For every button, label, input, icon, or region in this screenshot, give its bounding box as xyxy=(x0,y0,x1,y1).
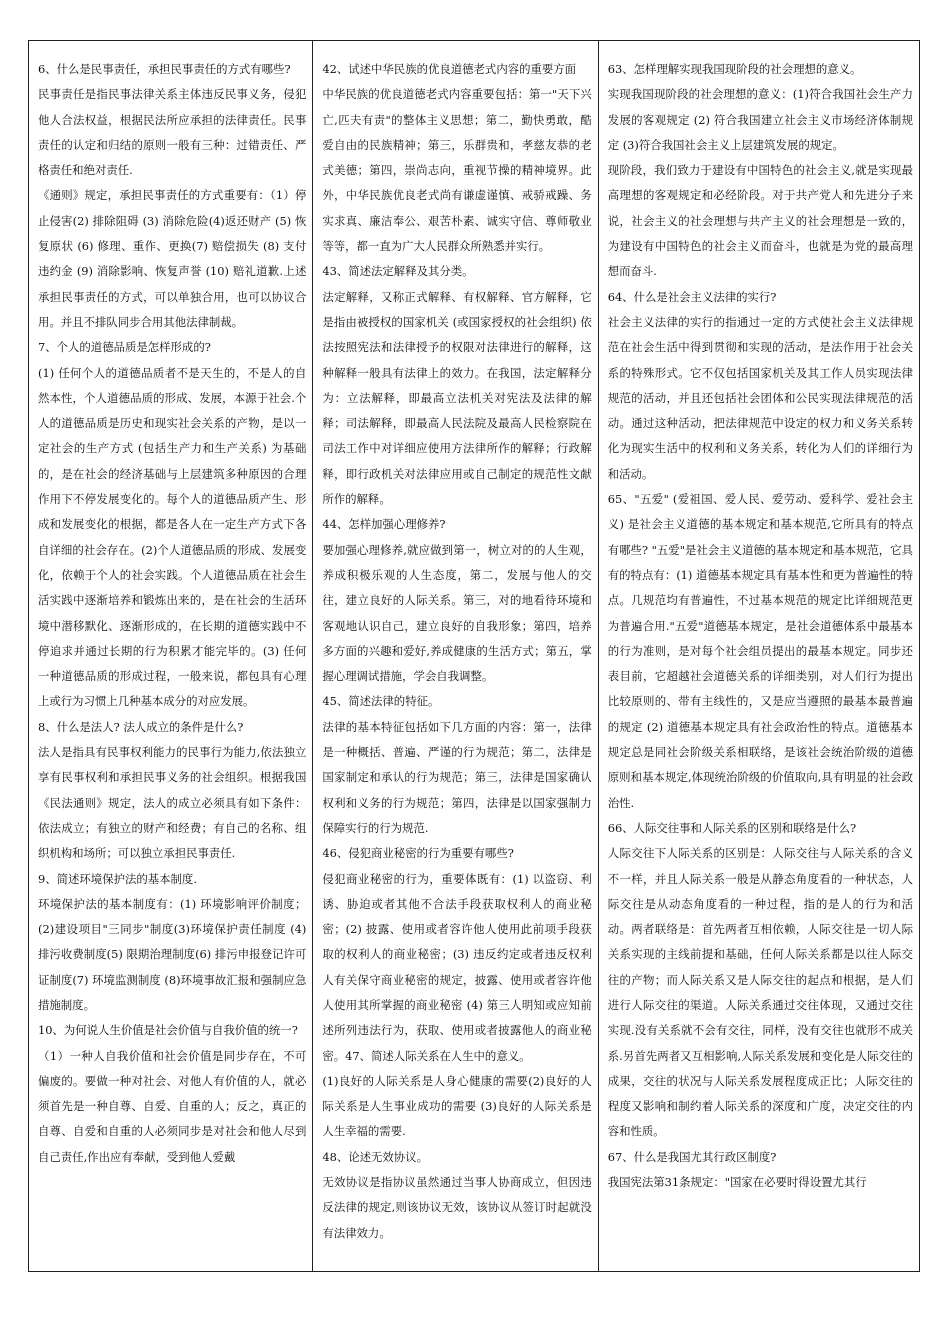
answer-paragraph: 我国宪法第31条规定："国家在必要时得设置尤其行 xyxy=(607,1175,867,1190)
question-42-title: 42、试述中华民族的优良道德老式内容的重要方面 xyxy=(322,62,577,76)
column-left xyxy=(29,41,312,1271)
question-46-title: 46、侵犯商业秘密的行为重要有哪些? xyxy=(322,846,514,861)
answer-paragraph: 法律的基本特征包括如下几方面的内容：第一，法律是一种概括、普遍、严谨的行为规范；第二，法律是国家制定和承认的行为规范；第三，法律是国家确认权利和义务的行为规范；第四，法律是以国家强制力保障实行的行为规范. xyxy=(322,719,592,835)
question-63-title: 63、怎样理解实现我国现阶段的社会理想的意义。 xyxy=(607,62,862,76)
answer-paragraph: 现阶段，我们致力于建设有中国特色的社会主义,就是实现最高理想的客观规定和必经阶段。对于共产党人和先进分子来说，社会主义的社会理想与共产主义的社会理想是一致的，为建设有中国特色的社会主义而奋斗，也就是为党的最高理想而奋斗. xyxy=(607,163,913,279)
answer-paragraph: 侵犯商业秘密的行为，重要体既有：(1) 以盗窃、利诱、胁迫或者其他不合法手段获取权利人的商业秘密；(2) 披露、使用或者容许他人使用此前项手段获取的权利人的商业秘密；(3) 违反约定或者违反权利人有关保守商业秘密的规定，披露、使用或者容许他人使用其所掌握的商业秘密 (4) 第三人明知或应知前述所列违法行为，获取、使用或者披露他人的商业秘密。47、简述人际关系在人生中的意义。 xyxy=(322,871,592,1063)
answer-paragraph: 《通则》规定，承担民事责任的方式重要有：（1）停止侵害(2) 排除阻碍 (3) 消除危险(4)返还财产 (5) 恢复原状 (6) 修理、重作、更换(7) 赔偿损失 (8) 支付违约金 (9) 消除影响、恢复声誉 (10) 赔礼道歉.上述承担民事责任的方式，可以单独合用，也可以协议合用。并且不排队同步合用其他法律制裁。 xyxy=(38,188,307,329)
answer-paragraph: 民事责任是指民事法律关系主体违反民事义务，侵犯他人合法权益，根据民法所应承担的法律责任。民事责任的认定和归结的原则一般有三种：过错责任、严格责任和绝对责任. xyxy=(38,87,307,178)
question-44-title: 44、怎样加强心理修养? xyxy=(322,517,446,532)
column-middle xyxy=(312,41,597,1271)
answer-paragraph: 实现我国现阶段的社会理想的意义：(1)符合我国社会生产力发展的客观规定 (2) 符合我国建立社会主义市场经济体制规定 (3)符合我国社会主义上层建筑发展的规定。 xyxy=(607,87,913,152)
answer-paragraph: 人际交往下人际关系的区别是：人际交往与人际关系的含义不一样，并且人际关系一般是从静态角度看的一种状态，人际交往是从动态角度看的一种过程，指的是人的行为和活动。两者联络是：首先两者互相依赖，人际交往是一切人际关系实现的主线前提和基础，任何人际关系都是以往人际交往的产物；而人际关系又是人际交往的起点和根据，是人们进行人际交往的渠道。人际关系通过交往体现，又通过交往实现.没有关系就不会有交往，同样，没有交往也就形不成关系.另首先两者又互相影响,人际关系发展和变化是人际交往的成果，交往的状况与人际关系发展程度成正比；人际交往的程度又影响和制约着人际关系的深度和广度，决定交往的内容和性质。 xyxy=(607,846,913,1139)
answer-paragraph: 社会主义法律的实行的指通过一定的方式使社会主义法律规范在社会生活中得到贯彻和实现的活动，是法作用于社会关系的特殊形式。它不仅包括国家机关及其工作人员实现法律规范的活动，并且还包括社会团体和公民实现法律规范的活动。通过这种活动，把法律规范中设定的权力和义务关系转化为现实生活中的权利和义务关系，转化为人们的详细行为和活动。 xyxy=(607,314,913,481)
question-45-title: 45、简述法律的特征。 xyxy=(322,694,440,709)
question-64-title: 64、什么是社会主义法律的实行? xyxy=(607,289,777,304)
answer-paragraph: 法人是指具有民事权利能力的民事行为能力,依法独立享有民事权利和承担民事义务的社会组织。根据我国《民法通则》规定，法人的成立必须具有如下条件：依法成立；有独立的财产和经费；有自己的名称、组织机构和场所；可以独立承担民事责任. xyxy=(38,745,307,861)
question-10-title: 10、为何说人生价值是社会价值与自我价值的统一? xyxy=(38,1023,298,1038)
column-right xyxy=(598,41,919,1271)
answer-paragraph: (1) 任何个人的道德品质者不是天生的，不是人的自然本性，个人道德品质的形成、发展，本源于社会.个人的道德品质是历史和现实社会关系的产物，是以一定社会的生产方式 (包括生产力和生产关系) 为基础的，是在社会的经济基础与上层建筑多种原因的合理作用下不停发展变化的。每个人的道德品质产生、形成和发展变化的根据，都是各人在一定生产方式下各自详细的社会存在。(2)个人道德品质的形成、发展变化，依赖于个人的社会实践。个人道德品质在社会生活实践中逐渐培养和锻炼出来的，是在社会的生活环境中潜移默化、逐渐形成的，在长期的道德实践中不停追求并通过长期的行为积累才能完毕的。(3) 任何一种道德品质的形成过程，一般来说，都包具有心理上或行为习惯上几种基本成分的对应发展。 xyxy=(38,365,307,709)
answer-paragraph: 要加强心理修养,就应做到第一，树立对的的人生观，养成积极乐观的人生态度，第二，发展与他人的交往，建立良好的人际关系。第三，对的地看待环境和客观地认识自己，建立良好的自我形象；第四，培养多方面的兴趣和爱好,养成健康的生活方式；第五，掌握心理调试措施，学会自我调整。 xyxy=(322,542,592,684)
question-43-title: 43、简述法定解释及其分类。 xyxy=(322,264,474,279)
question-6-title: 6、什么是民事责任，承担民事责任的方式有哪些? xyxy=(38,62,291,76)
page-frame xyxy=(28,40,920,1272)
question-65-paragraph: 65、"五爱" (爱祖国、爱人民、爱劳动、爱科学、爱社会主义) 是社会主义道德的基本规定和基本规范,它所具有的特点有哪些? "五爱"是社会主义道德的基本规定和基本规范，它具有的特点有：(1) 道德基本规定具有基本性和更为普遍性的特点。几规范均有普遍性，不过基本规范的规定比详细规范更为普遍合用."五爱"道德基本规定，是社会道德体系中最基本的行为准则，是对每个社会组员提出的最基本规定。同步还表目前，它超越社会道德关系的详细类别，对人们行为提出比较原则的、带有主线性的，又是应当遵照的最基本最普遍的规定 (2) 道德基本规定具有社会政治性的特点。道德基本规定总是同社会阶级关系相联络，是该社会统治阶级的道德原则和基本规定,体现统治阶级的价值取向,具有明显的社会政治性. xyxy=(607,492,913,810)
question-67-title: 67、什么是我国尤其行政区制度? xyxy=(607,1149,777,1164)
answer-paragraph: 法定解释，又称正式解释、有权解释、官方解释，它是指由被授权的国家机关 (或国家授权的社会组织) 依法按照宪法和法律授予的权限对法律进行的解释，这种解释一般具有法律上的效力。在我国，法定解释分为：立法解释，即最高立法机关对宪法及法律的解释；司法解释，即最高人民法院及最高人民检察院在司法工作中对详细应使用方法律所作的解释；行政解释，即行政机关对法律应用或自己制定的规范性文献所作的解释。 xyxy=(322,289,592,507)
question-48-title: 48、论述无效协议。 xyxy=(322,1149,428,1164)
answer-paragraph: 无效协议是指协议虽然通过当事人协商成立，但因违反法律的规定,则该协议无效，该协议从签订时起就没有法律效力。 xyxy=(322,1175,592,1240)
answer-paragraph: 中华民族的优良道德老式内容重要包括：第一"天下兴亡,匹夫有责"的整体主义思想；第二，勤快勇敢，酷爱自由的民族精神；第三，乐群贵和，孝慈友恭的老式美德；第四，崇尚志向，重视节操的精神境界。此外，中华民族优良老式尚有谦虚谨慎、戒骄戒躁、务实求真、廉洁奉公、艰苦朴素、诚实守信、尊师敬业等等，都一直为广大人民群众所熟悉并实行。 xyxy=(322,87,592,254)
question-66-title: 66、人际交往事和人际关系的区别和联络是什么? xyxy=(607,820,857,835)
answer-paragraph: (1)良好的人际关系是人身心健康的需要(2)良好的人际关系是人生事业成功的需要 (3)良好的人际关系是人生幸福的需要. xyxy=(322,1073,592,1139)
question-7-title: 7、个人的道德品质是怎样形成的? xyxy=(38,340,211,355)
question-8-title: 8、什么是法人? 法人成立的条件是什么? xyxy=(38,719,244,734)
answer-paragraph: 环境保护法的基本制度有：(1) 环境影响评价制度；(2)建设项目"三同步"制度(3)环境保护责任制度 (4) 排污收费制度(5) 限期治理制度(6) 排污申报登记许可证制度(7) 环境监测制度 (8)环境事故汇报和强制应急措施制度。 xyxy=(38,896,307,1012)
question-9-title: 9、简述环境保护法的基本制度. xyxy=(38,871,197,886)
answer-paragraph: （1）一种人自我价值和社会价值是同步存在，不可偏废的。要做一种对社会、对他人有价值的人，就必须首先是一种自尊、自爱、自重的人；反之，真正的自尊、自爱和自重的人必须同步是对社会和他人尽到自己责任,作出应有奉献，受到他人爱戴 xyxy=(38,1048,307,1164)
